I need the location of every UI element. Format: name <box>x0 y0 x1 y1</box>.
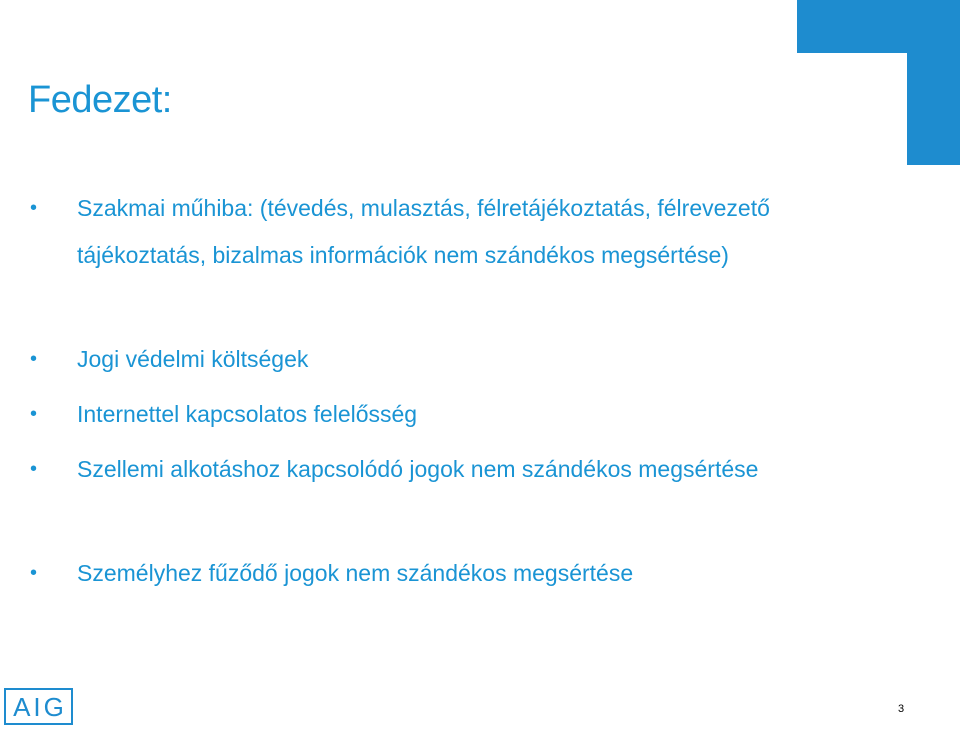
slide-title: Fedezet: <box>28 79 172 121</box>
bullet-dot-icon: • <box>30 403 38 425</box>
bullet-text: Személyhez fűződő jogok nem szándékos megsértése <box>77 560 634 586</box>
logo-text: AIG <box>13 691 67 722</box>
page-number: 3 <box>898 703 905 715</box>
bullet-dot-icon: • <box>30 562 38 584</box>
bullet-dot-icon: • <box>30 197 38 219</box>
bullet-text: Internettel kapcsolatos felelősség <box>77 401 418 427</box>
bullet-dot-icon: • <box>30 348 38 370</box>
bullet-text: Szakmai műhiba: (tévedés, mulasztás, félretájékoztatás, félrevezető tájékoztatás, bizalmas információk nem szándékos megsértése) <box>77 195 770 268</box>
bullet-text: Jogi védelmi költségek <box>77 346 309 372</box>
corner-accent-block <box>797 0 960 53</box>
bullet-item <box>30 446 777 493</box>
bullet-item <box>30 550 877 597</box>
bullet-text: Szellemi alkotáshoz kapcsolódó jogok nem szándékos megsértése <box>77 456 759 482</box>
corner-accent-tab <box>907 53 960 165</box>
bullet-item <box>30 185 877 279</box>
bullet-dot-icon: • <box>30 458 38 480</box>
bullet-item <box>30 391 877 438</box>
bullet-item <box>30 336 877 383</box>
aig-logo <box>4 688 73 725</box>
